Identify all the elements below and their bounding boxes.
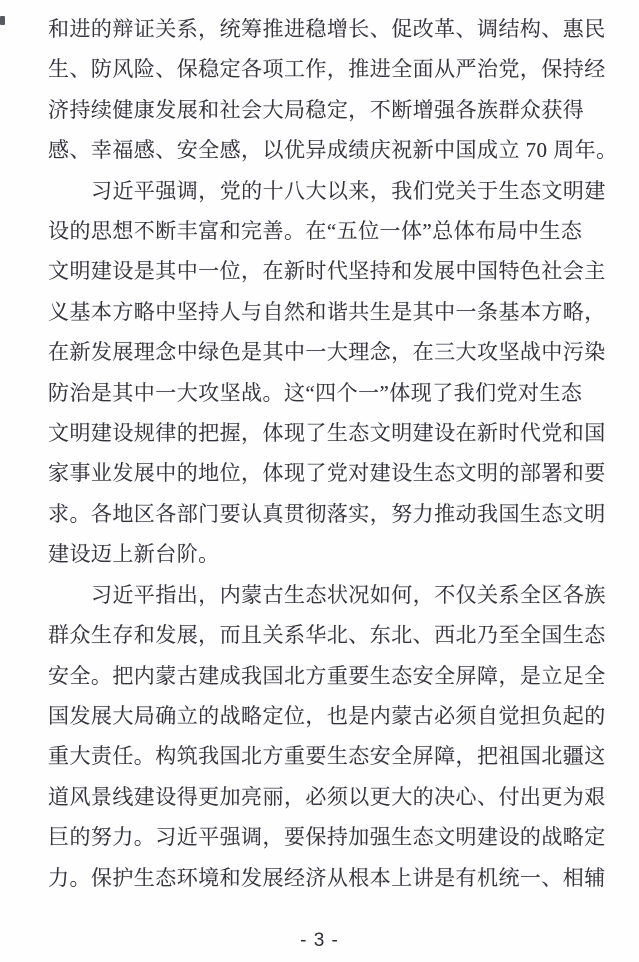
page-number: - 3 - [300, 930, 339, 951]
text-line: 文明建设规律的把握，体现了生态文明建设在新时代党和国 [48, 421, 606, 446]
document-body [48, 9, 618, 898]
text-line: 生、防风险、保稳定各项工作，推进全面从严治党，保持经 [48, 57, 606, 82]
text-line: 文明建设是其中一位，在新时代坚持和发展中国特色社会主 [48, 259, 606, 284]
text-line: 济持续健康发展和社会大局稳定，不断增强各族群众获得 [48, 97, 585, 122]
text-line-paragraph-start: 习近平指出，内蒙古生态状况如何，不仅关系全区各族 [91, 582, 606, 607]
text-line: 建设迈上新台阶。 [48, 542, 220, 567]
text-line: 义基本方略中坚持人与自然和谐共生是其中一条基本方略， [48, 299, 606, 324]
text-line: 在新发展理念中绿色是其中一大理念，在三大攻坚战中污染 [48, 340, 606, 365]
text-line-paragraph-start: 习近平强调，党的十八大以来，我们党关于生态文明建 [91, 178, 606, 203]
text-line: 和进的辩证关系，统筹推进稳增长、促改革、调结构、惠民 [48, 17, 606, 41]
text-line: 重大责任。构筑我国北方重要生态安全屏障，把祖国北疆这 [48, 744, 606, 769]
text-line: 国发展大局确立的战略定位，也是内蒙古必须自觉担负起的 [48, 703, 606, 728]
text-line: 设的思想不断丰富和完善。在“五位一体”总体布局中生态 [48, 219, 583, 244]
scan-artifact [0, 16, 5, 25]
text-line: 安全。把内蒙古建成我国北方重要生态安全屏障，是立足全 [48, 663, 606, 688]
text-line: 感、幸福感、安全感，以优异成绩庆祝新中国成立 70 周年。 [48, 138, 618, 163]
text-line: 求。各地区各部门要认真贯彻落实，努力推动我国生态文明 [48, 501, 606, 526]
page-footer [0, 930, 639, 952]
text-line: 家事业发展中的地位，体现了党对建设生态文明的部署和要 [48, 461, 606, 486]
text-line: 道风景线建设得更加亮丽，必须以更大的决心、付出更为艰 [48, 784, 606, 809]
text-line: 群众生存和发展，而且关系华北、东北、西北乃至全国生态 [48, 623, 606, 648]
text-line: 防治是其中一大攻坚战。这“四个一”体现了我们党对生态 [48, 380, 583, 405]
text-line: 力。保护生态环境和发展经济从根本上讲是有机统一、相辅 [48, 865, 606, 890]
text-line: 巨的努力。习近平强调，要保持加强生态文明建设的战略定 [48, 825, 606, 850]
